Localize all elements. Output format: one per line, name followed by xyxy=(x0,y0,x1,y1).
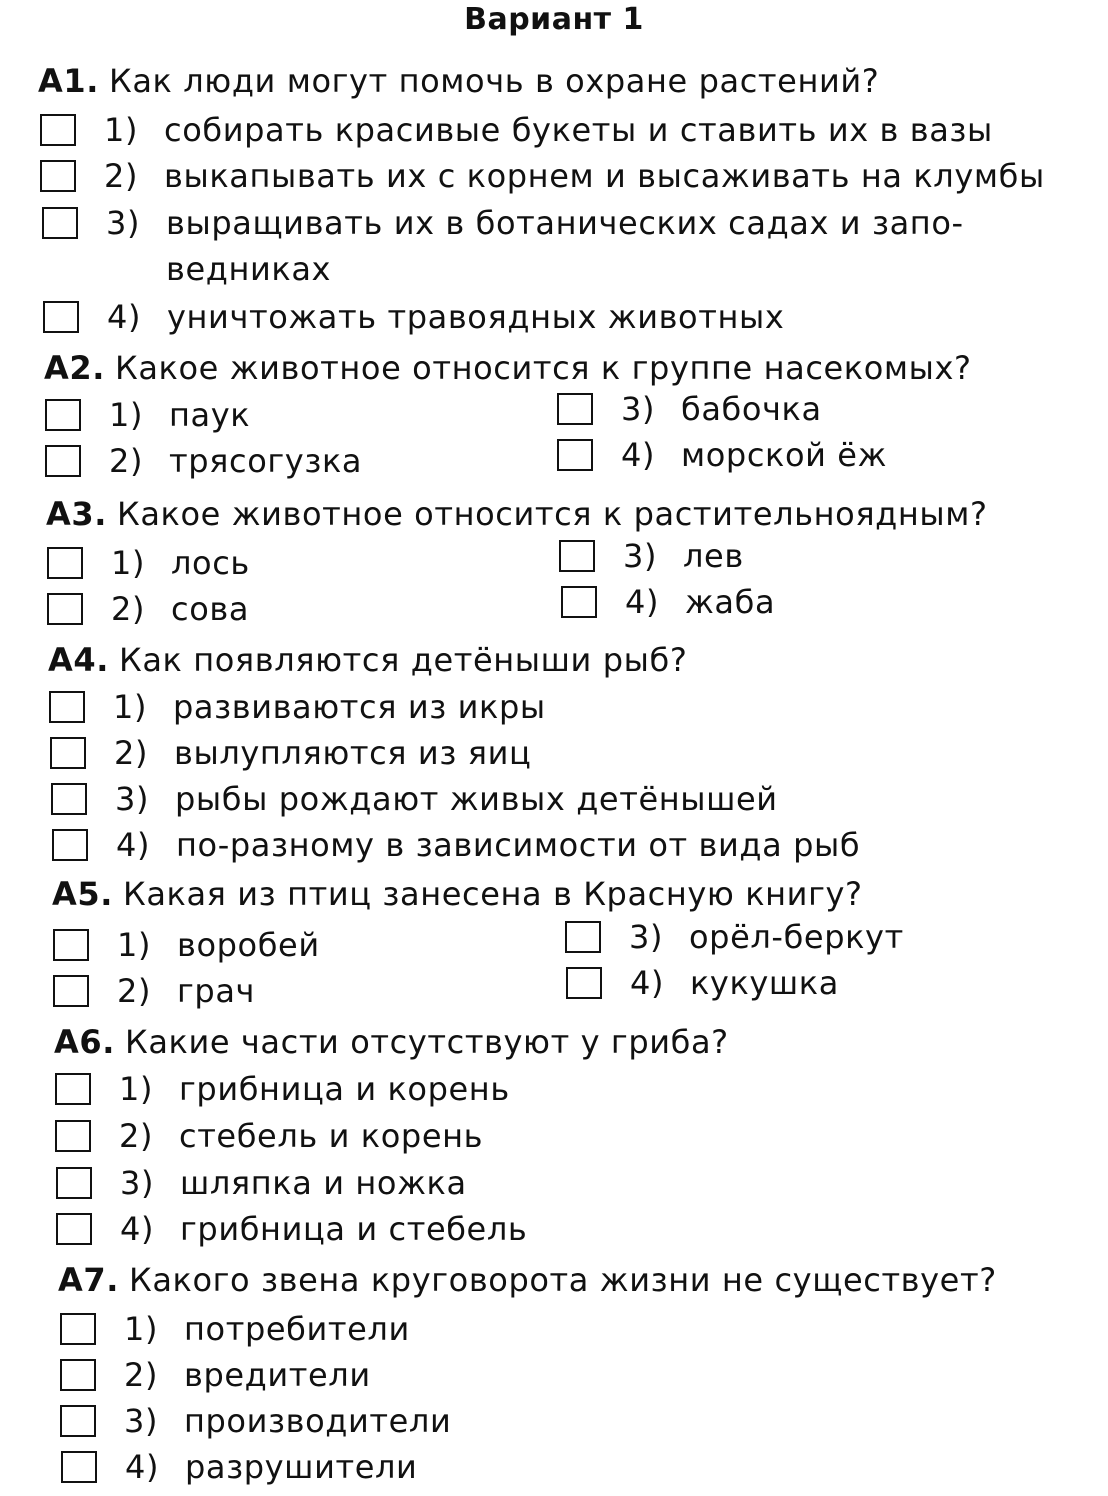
option-number: 4) xyxy=(120,1210,155,1248)
option-text: развиваются из икры xyxy=(173,688,546,726)
answer-checkbox[interactable] xyxy=(557,393,593,425)
option-number: 2) xyxy=(124,1356,159,1394)
option-number: 4) xyxy=(116,826,151,864)
question-number: А5. xyxy=(52,875,113,913)
answer-checkbox[interactable] xyxy=(53,929,89,961)
option-number: 4) xyxy=(107,298,142,336)
answer-checkbox[interactable] xyxy=(60,1359,96,1391)
option-text: воробей xyxy=(177,926,320,964)
answer-checkbox[interactable] xyxy=(557,439,593,471)
option-number: 1) xyxy=(117,926,152,964)
answer-checkbox[interactable] xyxy=(52,829,88,861)
answer-checkbox[interactable] xyxy=(566,967,602,999)
option-number: 1) xyxy=(124,1310,159,1348)
option-text: лев xyxy=(683,537,744,575)
option-number: 1) xyxy=(111,544,146,582)
question-a1 xyxy=(0,57,1108,105)
question-number: А4. xyxy=(48,641,109,679)
answer-checkbox[interactable] xyxy=(56,1167,92,1199)
answer-checkbox[interactable] xyxy=(61,1451,97,1483)
answer-checkbox[interactable] xyxy=(561,586,597,618)
option-text: рыбы рождают живых детёнышей xyxy=(175,780,778,818)
question-number: А3. xyxy=(46,495,107,533)
option-number: 3) xyxy=(115,780,150,818)
option-number: 4) xyxy=(621,436,656,474)
question-number: А6. xyxy=(54,1023,115,1061)
option-text: сова xyxy=(171,590,250,628)
option-text: уничтожать травоядных животных xyxy=(167,298,785,336)
answer-checkbox[interactable] xyxy=(40,114,76,146)
option-text: по-разному в зависимости от вида рыб xyxy=(176,826,861,864)
option-number: 3) xyxy=(120,1164,155,1202)
question-a2 xyxy=(0,344,1108,392)
answer-checkbox[interactable] xyxy=(42,207,78,239)
option-number: 1) xyxy=(104,111,139,149)
option-text: выкапывать их с корнем и высаживать на клумбы xyxy=(164,157,1045,195)
question-a5 xyxy=(0,870,1108,918)
answer-checkbox[interactable] xyxy=(40,160,76,192)
option-text: выращивать их в ботанических садах и запо- xyxy=(166,204,964,242)
question-text: Какая из птиц занесена в Красную книгу? xyxy=(123,875,863,913)
question-text: Как люди могут помочь в охране растений? xyxy=(109,62,880,100)
option-number: 3) xyxy=(629,918,664,956)
page-title: Вариант 1 xyxy=(464,2,644,37)
option-number: 4) xyxy=(630,964,665,1002)
option-text: трясогузка xyxy=(169,442,363,480)
option-text: грибница и корень xyxy=(179,1070,510,1108)
answer-checkbox[interactable] xyxy=(56,1213,92,1245)
question-text: Какое животное относится к растительноядным? xyxy=(117,495,988,533)
answer-checkbox[interactable] xyxy=(49,691,85,723)
option-number: 3) xyxy=(621,390,656,428)
option-number: 2) xyxy=(114,734,149,772)
answer-checkbox[interactable] xyxy=(559,540,595,572)
option-text: вредители xyxy=(184,1356,371,1394)
option-text: потребители xyxy=(184,1310,410,1348)
question-text: Какого звена круговорота жизни не существует? xyxy=(129,1261,997,1299)
question-a4 xyxy=(0,636,1108,684)
option-number: 1) xyxy=(113,688,148,726)
option-number: 2) xyxy=(117,972,152,1010)
question-text: Какие части отсутствуют у гриба? xyxy=(125,1023,729,1061)
option-number: 3) xyxy=(106,204,141,242)
answer-checkbox[interactable] xyxy=(47,593,83,625)
option-number: 2) xyxy=(109,442,144,480)
question-text: Какое животное относится к группе насекомых? xyxy=(115,349,972,387)
option-text: вылупляются из яиц xyxy=(174,734,532,772)
option-text: орёл-беркут xyxy=(689,918,904,956)
answer-checkbox[interactable] xyxy=(45,445,81,477)
question-number: А1. xyxy=(38,62,99,100)
option-text: паук xyxy=(169,396,251,434)
option-number: 1) xyxy=(119,1070,154,1108)
answer-checkbox[interactable] xyxy=(47,547,83,579)
question-text: Как появляются детёныши рыб? xyxy=(119,641,688,679)
option-text: жаба xyxy=(685,583,776,621)
option-number: 2) xyxy=(111,590,146,628)
answer-checkbox[interactable] xyxy=(53,975,89,1007)
answer-checkbox[interactable] xyxy=(55,1073,91,1105)
option-number: 4) xyxy=(125,1448,160,1486)
option-text: грач xyxy=(177,972,256,1010)
answer-checkbox[interactable] xyxy=(43,301,79,333)
question-number: А7. xyxy=(58,1261,119,1299)
option-text: бабочка xyxy=(681,390,822,428)
option-text: шляпка и ножка xyxy=(180,1164,467,1202)
option-number: 1) xyxy=(109,396,144,434)
option-number: 4) xyxy=(625,583,660,621)
option-text: стебель и корень xyxy=(179,1117,484,1155)
option-text: лось xyxy=(171,544,250,582)
option-text: морской ёж xyxy=(681,436,888,474)
answer-checkbox[interactable] xyxy=(565,921,601,953)
question-a3 xyxy=(0,490,1108,538)
answer-checkbox[interactable] xyxy=(60,1405,96,1437)
option-text: грибница и стебель xyxy=(180,1210,528,1248)
answer-checkbox[interactable] xyxy=(55,1120,91,1152)
option-number: 2) xyxy=(119,1117,154,1155)
question-a6 xyxy=(0,1018,1108,1066)
option-number: 3) xyxy=(623,537,658,575)
answer-checkbox[interactable] xyxy=(60,1313,96,1345)
answer-checkbox[interactable] xyxy=(51,783,87,815)
question-number: А2. xyxy=(44,349,105,387)
option-number: 3) xyxy=(124,1402,159,1440)
option-text: разрушители xyxy=(185,1448,418,1486)
option-text: кукушка xyxy=(690,964,839,1002)
option-text: собирать красивые букеты и ставить их в вазы xyxy=(164,111,993,149)
option-number: 2) xyxy=(104,157,139,195)
question-a7 xyxy=(0,1256,1108,1304)
option-text: производители xyxy=(184,1402,452,1440)
answer-checkbox[interactable] xyxy=(50,737,86,769)
answer-checkbox[interactable] xyxy=(45,399,81,431)
option-a1-3-continuation: ведниках xyxy=(166,250,332,288)
